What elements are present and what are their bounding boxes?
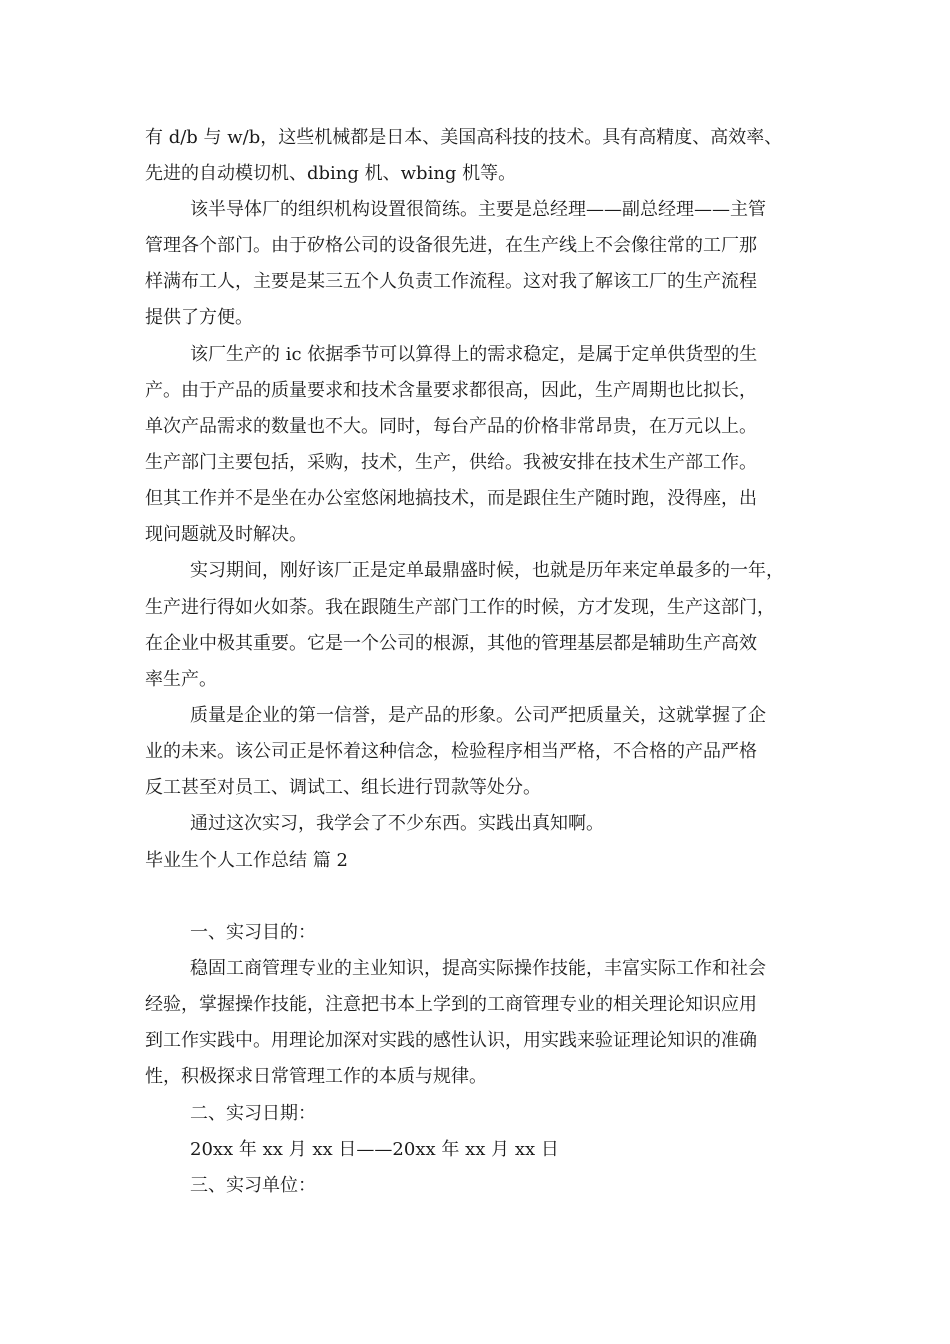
- text-line: 性，积极探求日常管理工作的本质与规律。: [145, 1066, 487, 1087]
- text-line: 实习期间，刚好该厂正是定单最鼎盛时候，也就是历年来定单最多的一年，: [190, 560, 784, 581]
- text-line: 20xx 年 xx 月 xx 日——20xx 年 xx 月 xx 日: [190, 1139, 559, 1160]
- text-line: 产。由于产品的质量要求和技术含量要求都很高，因此，生产周期也比拟长，: [145, 380, 757, 401]
- text-line: 通过这次实习，我学会了不少东西。实践出真知啊。: [190, 813, 604, 834]
- text-line: 先进的自动模切机、dbing 机、wbing 机等。: [145, 163, 517, 184]
- text-line: 生产进行得如火如荼。我在跟随生产部门工作的时候，方才发现，生产这部门，: [145, 597, 775, 618]
- text-line: 质量是企业的第一信誉，是产品的形象。公司严把质量关，这就掌握了企: [190, 705, 766, 726]
- text-line: 现问题就及时解决。: [145, 524, 307, 545]
- text-line: 三、实习单位：: [190, 1175, 316, 1196]
- text-line: 管理各个部门。由于矽格公司的设备很先进，在生产线上不会像往常的工厂那: [145, 235, 757, 256]
- text-line: 二、实习日期：: [190, 1103, 316, 1124]
- text-line: 经验，掌握操作技能，注意把书本上学到的工商管理专业的相关理论知识应用: [145, 994, 757, 1015]
- text-line: 反工甚至对员工、调试工、组长进行罚款等处分。: [145, 777, 541, 798]
- text-line: 到工作实践中。用理论加深对实践的感性认识，用实践来验证理论知识的准确: [145, 1030, 757, 1051]
- text-line: 但其工作并不是坐在办公室悠闲地搞技术，而是跟住生产随时跑，没得座，出: [145, 488, 757, 509]
- text-line: 率生产。: [145, 669, 217, 690]
- text-line: 单次产品需求的数量也不大。同时，每台产品的价格非常昂贵，在万元以上。: [145, 416, 757, 437]
- text-line: 该半导体厂的组织机构设置很简练。主要是总经理——副总经理——主管: [190, 199, 766, 220]
- text-line: 稳固工商管理专业的主业知识，提高实际操作技能，丰富实际工作和社会: [190, 958, 766, 979]
- text-line: 提供了方便。: [145, 307, 253, 328]
- text-line: 样满布工人，主要是某三五个人负责工作流程。这对我了解该工厂的生产流程: [145, 271, 757, 292]
- text-line: 在企业中极其重要。它是一个公司的根源，其他的管理基层都是辅助生产高效: [145, 633, 757, 654]
- text-line: 业的未来。该公司正是怀着这种信念，检验程序相当严格，不合格的产品严格: [145, 741, 757, 762]
- text-line: 有 d/b 与 w/b，这些机械都是日本、美国高科技的技术。具有高精度、高效率、: [145, 127, 783, 148]
- text-line: 该厂生产的 ic 依据季节可以算得上的需求稳定，是属于定单供货型的生: [190, 344, 758, 365]
- section-heading: 毕业生个人工作总结 篇 2: [145, 850, 348, 871]
- text-line: 一、实习目的：: [190, 922, 316, 943]
- text-line: 生产部门主要包括，采购，技术，生产，供给。我被安排在技术生产部工作。: [145, 452, 757, 473]
